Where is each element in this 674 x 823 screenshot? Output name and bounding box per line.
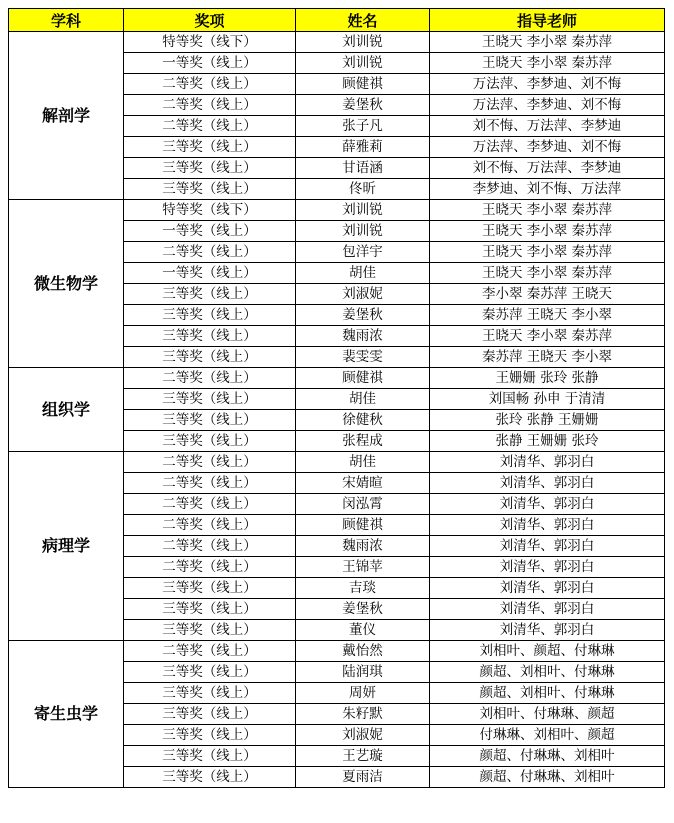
advisors-cell: 秦苏萍 王晓天 李小翠 <box>430 347 665 368</box>
advisors-cell: 颜超、付琳琳、刘相叶 <box>430 746 665 767</box>
award-cell: 二等奖（线上） <box>124 74 296 95</box>
student-name-cell: 顾健祺 <box>296 74 430 95</box>
table-row <box>9 641 665 662</box>
advisors-cell: 刘相叶、颜超、付琳琳 <box>430 641 665 662</box>
advisors-cell: 王晓天 李小翠 秦苏萍 <box>430 53 665 74</box>
advisors-cell: 张玲 张静 王姗姗 <box>430 410 665 431</box>
student-name-cell: 张程成 <box>296 431 430 452</box>
student-name-cell: 夏雨洁 <box>296 767 430 788</box>
award-cell: 二等奖（线上） <box>124 242 296 263</box>
student-name-cell: 王艺璇 <box>296 746 430 767</box>
award-cell: 三等奖（线上） <box>124 347 296 368</box>
header-advisors: 指导老师 <box>430 9 665 32</box>
advisors-cell: 李小翠 秦苏萍 王晓天 <box>430 284 665 305</box>
advisors-cell: 王晓天 李小翠 秦苏萍 <box>430 32 665 53</box>
advisors-cell: 刘清华、郭羽白 <box>430 536 665 557</box>
subject-cell: 病理学 <box>9 452 124 641</box>
advisors-cell: 刘清华、郭羽白 <box>430 578 665 599</box>
award-cell: 二等奖（线上） <box>124 116 296 137</box>
table-row <box>9 368 665 389</box>
award-cell: 二等奖（线上） <box>124 452 296 473</box>
award-cell: 三等奖（线上） <box>124 683 296 704</box>
advisors-cell: 刘国畅 孙申 于清清 <box>430 389 665 410</box>
student-name-cell: 姜堡秋 <box>296 95 430 116</box>
award-cell: 二等奖（线上） <box>124 473 296 494</box>
advisors-cell: 刘清华、郭羽白 <box>430 620 665 641</box>
student-name-cell: 刘训锐 <box>296 221 430 242</box>
advisors-cell: 刘不悔、万法萍、李梦迪 <box>430 116 665 137</box>
student-name-cell: 王锦苹 <box>296 557 430 578</box>
award-cell: 二等奖（线上） <box>124 557 296 578</box>
advisors-cell: 秦苏萍 王晓天 李小翠 <box>430 305 665 326</box>
advisors-cell: 万法萍、李梦迪、刘不悔 <box>430 137 665 158</box>
advisors-cell: 王晓天 李小翠 秦苏萍 <box>430 326 665 347</box>
award-cell: 一等奖（线上） <box>124 221 296 242</box>
award-cell: 三等奖（线上） <box>124 704 296 725</box>
advisors-cell: 颜超、付琳琳、刘相叶 <box>430 767 665 788</box>
student-name-cell: 张子凡 <box>296 116 430 137</box>
award-cell: 三等奖（线上） <box>124 179 296 200</box>
award-cell: 特等奖（线下） <box>124 32 296 53</box>
award-cell: 三等奖（线上） <box>124 158 296 179</box>
student-name-cell: 佟昕 <box>296 179 430 200</box>
student-name-cell: 吉琰 <box>296 578 430 599</box>
award-cell: 三等奖（线上） <box>124 599 296 620</box>
student-name-cell: 包洋宇 <box>296 242 430 263</box>
award-cell: 三等奖（线上） <box>124 389 296 410</box>
table-body <box>9 32 665 788</box>
award-cell: 二等奖（线上） <box>124 368 296 389</box>
header-award: 奖项 <box>124 9 296 32</box>
student-name-cell: 薛雅莉 <box>296 137 430 158</box>
award-cell: 三等奖（线上） <box>124 620 296 641</box>
advisors-cell: 王晓天 李小翠 秦苏萍 <box>430 263 665 284</box>
header-row <box>9 9 665 32</box>
header-subject: 学科 <box>9 9 124 32</box>
advisors-cell: 刘清华、郭羽白 <box>430 515 665 536</box>
student-name-cell: 刘淑妮 <box>296 725 430 746</box>
student-name-cell: 姜堡秋 <box>296 599 430 620</box>
award-cell: 三等奖（线上） <box>124 431 296 452</box>
student-name-cell: 宋婧暄 <box>296 473 430 494</box>
advisors-cell: 颜超、刘相叶、付琳琳 <box>430 683 665 704</box>
advisors-cell: 王晓天 李小翠 秦苏萍 <box>430 221 665 242</box>
award-cell: 三等奖（线上） <box>124 410 296 431</box>
table-row <box>9 32 665 53</box>
subject-cell: 微生物学 <box>9 200 124 368</box>
student-name-cell: 董仪 <box>296 620 430 641</box>
award-cell: 三等奖（线上） <box>124 578 296 599</box>
award-cell: 一等奖（线上） <box>124 53 296 74</box>
table-row <box>9 452 665 473</box>
advisors-cell: 王姗姗 张玲 张静 <box>430 368 665 389</box>
award-cell: 三等奖（线上） <box>124 662 296 683</box>
award-cell: 二等奖（线上） <box>124 536 296 557</box>
student-name-cell: 陆润琪 <box>296 662 430 683</box>
student-name-cell: 姜堡秋 <box>296 305 430 326</box>
advisors-cell: 刘清华、郭羽白 <box>430 473 665 494</box>
award-table <box>8 8 665 788</box>
award-cell: 三等奖（线上） <box>124 725 296 746</box>
advisors-cell: 万法萍、李梦迪、刘不悔 <box>430 74 665 95</box>
student-name-cell: 周妍 <box>296 683 430 704</box>
header-name: 姓名 <box>296 9 430 32</box>
award-cell: 三等奖（线上） <box>124 746 296 767</box>
student-name-cell: 刘训锐 <box>296 53 430 74</box>
student-name-cell: 顾健祺 <box>296 368 430 389</box>
student-name-cell: 裴雯雯 <box>296 347 430 368</box>
table-row <box>9 200 665 221</box>
advisors-cell: 颜超、刘相叶、付琳琳 <box>430 662 665 683</box>
award-cell: 二等奖（线上） <box>124 515 296 536</box>
student-name-cell: 戴怡然 <box>296 641 430 662</box>
student-name-cell: 顾健祺 <box>296 515 430 536</box>
award-cell: 二等奖（线上） <box>124 494 296 515</box>
student-name-cell: 胡佳 <box>296 263 430 284</box>
award-cell: 三等奖（线上） <box>124 284 296 305</box>
subject-cell: 寄生虫学 <box>9 641 124 788</box>
advisors-cell: 刘不悔、万法萍、李梦迪 <box>430 158 665 179</box>
award-cell: 三等奖（线上） <box>124 137 296 158</box>
student-name-cell: 魏雨浓 <box>296 326 430 347</box>
advisors-cell: 刘相叶、付琳琳、颜超 <box>430 704 665 725</box>
student-name-cell: 刘淑妮 <box>296 284 430 305</box>
student-name-cell: 胡佳 <box>296 452 430 473</box>
student-name-cell: 刘训锐 <box>296 200 430 221</box>
advisors-cell: 刘清华、郭羽白 <box>430 599 665 620</box>
advisors-cell: 刘清华、郭羽白 <box>430 557 665 578</box>
student-name-cell: 朱籽默 <box>296 704 430 725</box>
student-name-cell: 闵泓霄 <box>296 494 430 515</box>
student-name-cell: 魏雨浓 <box>296 536 430 557</box>
advisors-cell: 王晓天 李小翠 秦苏萍 <box>430 242 665 263</box>
advisors-cell: 付琳琳、刘相叶、颜超 <box>430 725 665 746</box>
advisors-cell: 王晓天 李小翠 秦苏萍 <box>430 200 665 221</box>
subject-cell: 解剖学 <box>9 32 124 200</box>
student-name-cell: 胡佳 <box>296 389 430 410</box>
student-name-cell: 甘语涵 <box>296 158 430 179</box>
subject-cell: 组织学 <box>9 368 124 452</box>
student-name-cell: 徐健秋 <box>296 410 430 431</box>
award-cell: 三等奖（线上） <box>124 305 296 326</box>
advisors-cell: 李梦迪、刘不悔、万法萍 <box>430 179 665 200</box>
award-cell: 三等奖（线上） <box>124 767 296 788</box>
award-cell: 二等奖（线上） <box>124 641 296 662</box>
advisors-cell: 刘清华、郭羽白 <box>430 452 665 473</box>
advisors-cell: 张静 王姗姗 张玲 <box>430 431 665 452</box>
award-cell: 三等奖（线上） <box>124 326 296 347</box>
advisors-cell: 刘清华、郭羽白 <box>430 494 665 515</box>
award-cell: 一等奖（线上） <box>124 263 296 284</box>
award-cell: 特等奖（线下） <box>124 200 296 221</box>
award-cell: 二等奖（线上） <box>124 95 296 116</box>
student-name-cell: 刘训锐 <box>296 32 430 53</box>
award-sheet <box>8 8 665 788</box>
advisors-cell: 万法萍、李梦迪、刘不悔 <box>430 95 665 116</box>
